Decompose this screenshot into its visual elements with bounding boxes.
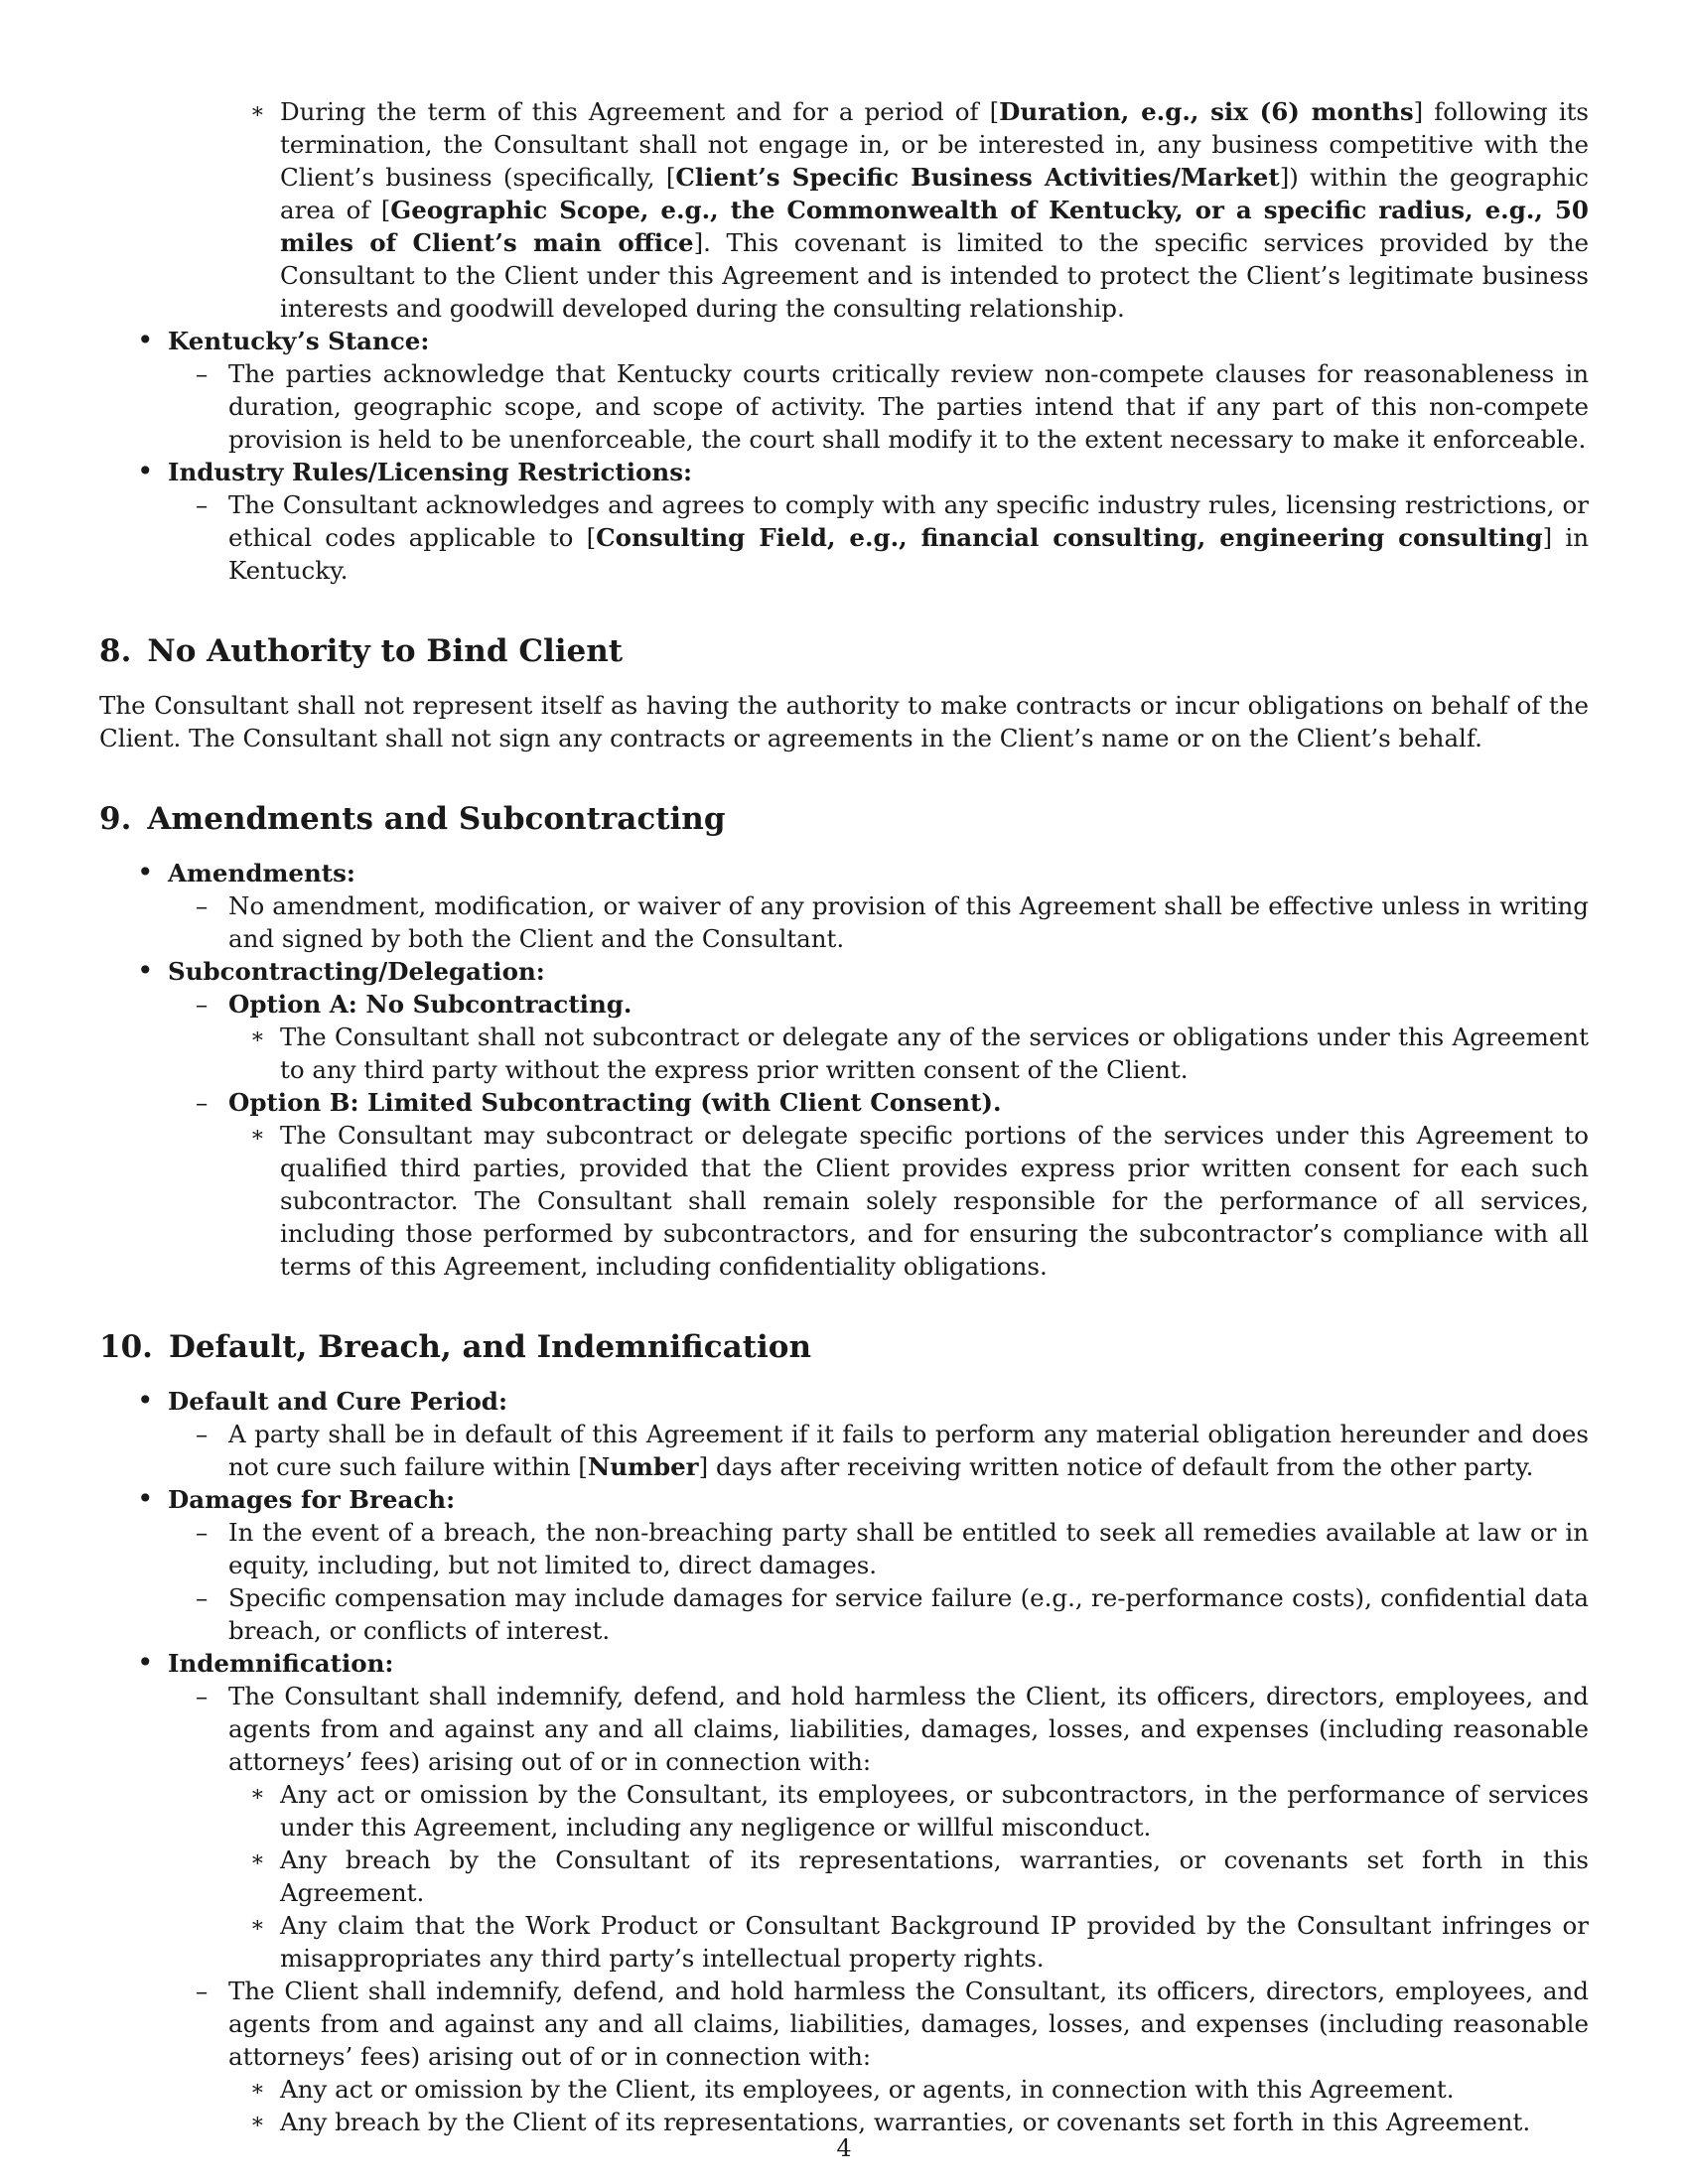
dash-bullet: – (196, 1583, 209, 1612)
document-page (99, 95, 1589, 2138)
list-item (99, 95, 1589, 325)
dash-bullet: – (196, 1977, 209, 2005)
star-bullet: ∗ (250, 1782, 265, 1807)
star-bullet: ∗ (250, 2077, 265, 2102)
dash-bullet: – (196, 1088, 209, 1117)
dash-bullet: – (196, 490, 209, 519)
list-item (99, 955, 1589, 988)
list-item (99, 1516, 1589, 1581)
dash-bullet: – (196, 891, 209, 920)
industry-text-1: The Consultant acknowledges and agrees to comply with any specific industry rules, licensing restrictions, or ethical codes applicable to [ (228, 490, 1589, 552)
industry-label: Industry Rules/Licensing Restrictions: (168, 458, 693, 486)
list-item (99, 1975, 1589, 2073)
section-number: 10. (99, 1329, 153, 1365)
section-title: Amendments and Subcontracting (147, 801, 726, 837)
list-item (99, 357, 1589, 456)
placeholder-number: Number (587, 1452, 699, 1481)
list-item (99, 857, 1589, 889)
section-heading (99, 799, 1589, 839)
section-heading (99, 1327, 1589, 1367)
list-item (99, 889, 1589, 955)
indem-consultant-text: The Consultant shall indemnify, defend, and hold harmless the Client, its officers, directors, employees, and agents from and against any and all claims, liabilities, damages, losses, and expenses (including reasonable attorneys’ fees) arising out of or in connection with: (228, 1682, 1589, 1776)
list-item (99, 1909, 1589, 1975)
list-item (99, 2073, 1589, 2106)
amendments-label: Amendments: (168, 859, 355, 887)
list-item (99, 456, 1589, 488)
list-item (99, 1581, 1589, 1647)
star-bullet: ∗ (250, 1123, 265, 1148)
option-a-label: Option A: No Subcontracting. (228, 990, 633, 1019)
star-bullet: ∗ (250, 1847, 265, 1872)
option-b-label: Option B: Limited Subcontracting (with Client Consent). (228, 1088, 1002, 1117)
damages-text-2: Specific compensation may include damages for service failure (e.g., re-performance costs), confidential data breach, or conflicts of interest. (228, 1583, 1589, 1645)
default-label: Default and Cure Period: (168, 1387, 507, 1416)
bullet: • (137, 1646, 154, 1679)
industry-text-2: ] in Kentucky. (228, 523, 1589, 585)
section-title: Default, Breach, and Indemnification (168, 1329, 811, 1365)
list-item (99, 325, 1589, 357)
section-title: No Authority to Bind Client (147, 633, 624, 669)
star-bullet: ∗ (250, 99, 265, 124)
option-a-text: The Consultant shall not subcontract or delegate any of the services or obligations under this Agreement to any third party without the express prior written consent of the Client. (280, 1023, 1589, 1084)
default-text-1: A party shall be in default of this Agreement if it fails to perform any material obligation hereunder and does not cure such failure within [ (228, 1420, 1589, 1481)
star-bullet: ∗ (250, 1024, 265, 1049)
section-body: The Consultant shall not represent itself as having the authority to make contracts or incur obligations on behalf of the Client. The Consultant shall not sign any contracts or agreements in the Client’s name or on the Client’s behalf. (99, 691, 1589, 752)
intro-text-1: During the term of this Agreement and for a period of [ (280, 97, 1000, 126)
damages-text-1: In the event of a breach, the non-breaching party shall be entitled to seek all remedies available at law or in equity, including, but not limited to, direct damages. (228, 1518, 1589, 1579)
bullet: • (137, 954, 154, 987)
dash-bullet: – (196, 1518, 209, 1547)
list-item (99, 1021, 1589, 1086)
option-b-text: The Consultant may subcontract or delegate specific portions of the services under this Agreement to qualified third parties, provided that the Client provides express prior written consent for each such subcontractor. The Consultant shall remain solely responsible for the performance of all services, including those performed by subcontractors, and for ensuring the subcontractor’s compliance with all terms of this Agreement, including confidentiality obligations. (280, 1121, 1589, 1281)
list-item (99, 1483, 1589, 1516)
list-item (99, 1385, 1589, 1418)
dash-bullet: – (196, 1682, 209, 1710)
indem-client-text: The Client shall indemnify, defend, and hold harmless the Consultant, its officers, directors, employees, and agents from and against any and all claims, liabilities, damages, losses, and expenses (including reasonable attorneys’ fees) arising out of or in connection with: (228, 1977, 1589, 2071)
default-text-2: ] days after receiving written notice of default from the other party. (698, 1452, 1534, 1481)
kentucky-label: Kentucky’s Stance: (168, 327, 430, 355)
section-heading (99, 631, 1589, 671)
list-item (99, 1647, 1589, 1680)
subcontracting-label: Subcontracting/Delegation: (168, 957, 545, 986)
list-item (99, 1680, 1589, 1778)
bullet: • (137, 856, 154, 888)
list-item (99, 1843, 1589, 1909)
dash-bullet: – (196, 990, 209, 1019)
star-bullet: ∗ (250, 2110, 265, 2134)
dash-bullet: – (196, 359, 209, 388)
indem-consultant-item: Any act or omission by the Consultant, its employees, or subcontractors, in the performance of services under this Agreement, including any negligence or willful misconduct. (280, 1780, 1589, 1842)
star-bullet: ∗ (250, 1913, 265, 1938)
section-number: 9. (99, 801, 132, 837)
intro-text-3: ]) within the geographic area of [ (280, 163, 1589, 224)
page-number: 4 (836, 2134, 852, 2162)
list-item (99, 488, 1589, 587)
list-item (99, 1119, 1589, 1283)
list-item (99, 1418, 1589, 1483)
placeholder-business: Client’s Specific Business Activities/Market (675, 163, 1280, 192)
indemnification-label: Indemnification: (168, 1649, 394, 1678)
intro-text-4: ]. This covenant is limited to the specific services provided by the Consultant to the Client under this Agreement and is intended to protect the Client’s legitimate business interests and goodwill developed during the consulting relationship. (280, 228, 1589, 323)
placeholder-consulting-field: Consulting Field, e.g., financial consulting, engineering consulting (596, 523, 1543, 552)
indem-consultant-item: Any breach by the Consultant of its representations, warranties, or covenants set forth in this Agreement. (280, 1845, 1589, 1907)
section-number: 8. (99, 633, 132, 669)
bullet: • (137, 1384, 154, 1417)
bullet: • (137, 324, 154, 356)
list-item (99, 988, 1589, 1021)
amendments-text: No amendment, modification, or waiver of any provision of this Agreement shall be effective unless in writing and signed by both the Client and the Consultant. (228, 891, 1589, 953)
bullet: • (137, 1482, 154, 1515)
damages-label: Damages for Breach: (168, 1485, 456, 1514)
intro-text-2: ] following its termination, the Consultant shall not engage in, or be interested in, any business competitive with the Client’s business (specifically, [ (280, 97, 1589, 192)
indem-client-item: Any act or omission by the Client, its employees, or agents, in connection with this Agreement. (280, 2075, 1455, 2104)
bullet: • (137, 455, 154, 487)
placeholder-duration: Duration, e.g., six (6) months (999, 97, 1414, 126)
kentucky-text: The parties acknowledge that Kentucky courts critically review non-compete clauses for reasonableness in duration, geographic scope, and scope of activity. The parties intend that if any part of this non-compete provision is held to be unenforceable, the court shall modify it to the extent necessary to make it enforceable. (228, 359, 1589, 454)
indem-client-item: Any breach by the Client of its representations, warranties, or covenants set forth in this Agreement. (280, 2108, 1531, 2136)
dash-bullet: – (196, 1420, 209, 1448)
list-item (99, 1778, 1589, 1843)
indem-consultant-item: Any claim that the Work Product or Consultant Background IP provided by the Consultant infringes or misappropriates any third party’s intellectual property rights. (280, 1911, 1589, 1973)
placeholder-geography: Geographic Scope, e.g., the Commonwealth of Kentucky, or a specific radius, e.g., 50 miles of Client’s main office (280, 196, 1589, 257)
list-item (99, 1086, 1589, 1119)
